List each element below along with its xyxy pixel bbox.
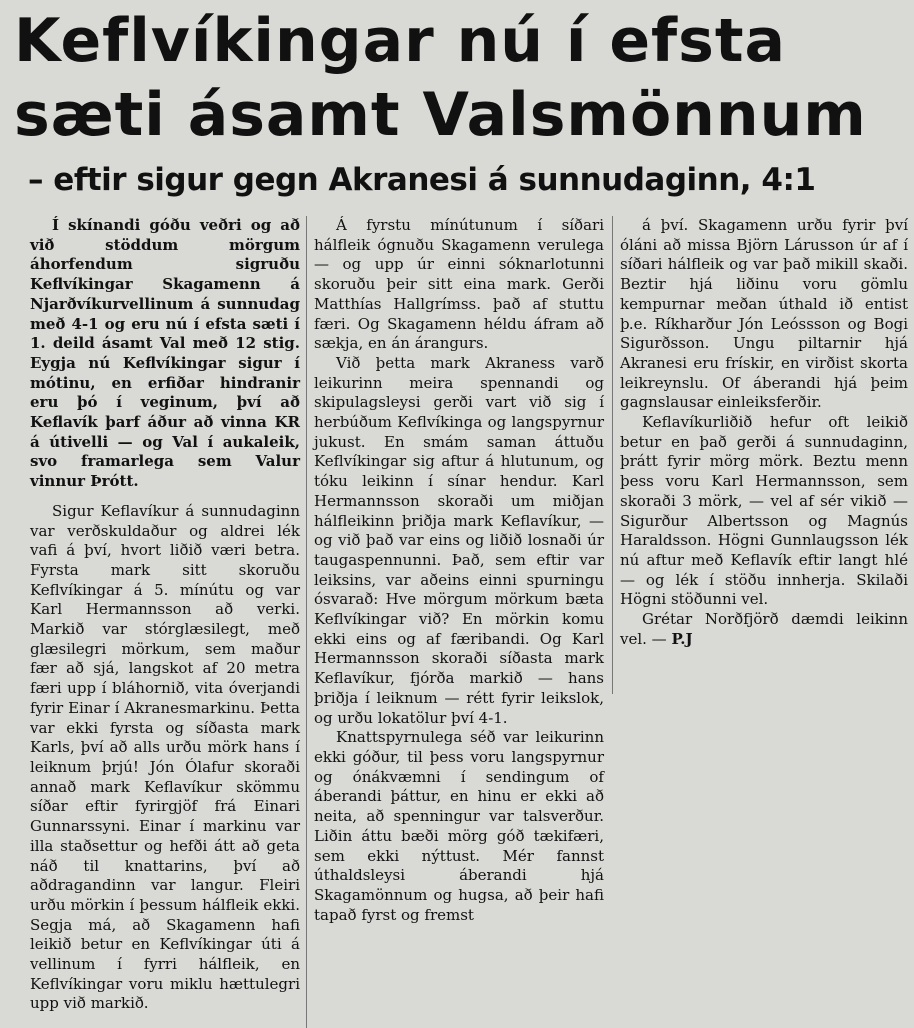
article-column-2 (314, 216, 604, 925)
author-signature: P.J (671, 629, 693, 648)
closing-text: Grétar Norðfjörð dæmdi leikinn vel. — (620, 610, 908, 648)
paragraph: Sigur Keflavíkur á sunnudaginn var verðskuldaður og aldrei lék vafi á því, hvort liðið væri betra. Fyrsta mark sitt skoruðu Keflvíkingar á 5. mínútu og var Karl Hermannsson að verki. Markið var stórglæsilegt, með glæsilegri mörkum, sem maður fær að sjá, langskot af 20 metra færi upp í bláhornið, vita óverjandi fyrir Einar í Akranesmarkinu. Þetta var ekki fyrsta og síðasta mark Karls, því að alls urðu mörk hans í leiknum þrjú! Jón Ólafur skoraði annað mark Keflavíkur skömmu síðar eftir fyrirgjöf frá Einari Gunnarssyni. Einar í markinu var illa staðsettur og hefði átt að geta náð til knattarins, því að aðdragandinn var langur. Fleiri urðu mörkin í þessum hálfleik ekki. Segja má, að Skagamenn hafi leikið betur en Keflvíkingar úti á vellinum í fyrri hálfleik, en Keflvíkingar voru miklu hættulegri upp við markið. (30, 501, 300, 1013)
closing-paragraph (620, 610, 908, 649)
subheadline: – eftir sigur gegn Akranesi á sunnudaginn, 4:1 (28, 162, 816, 198)
article-column-3 (620, 216, 908, 649)
column-divider (306, 216, 307, 1028)
article-column-1 (30, 216, 300, 1014)
paragraph: Við þetta mark Akraness varð leikurinn meira spennandi og skipulagsleysi gerði vart við sig í herbúðum Keflvíkinga og langspyrnur jukust. En smám saman áttuðu Keflvíkingar sig aftur á hlutunum, og tóku leikinn í sínar hendur. Karl Hermannsson skoraði um miðjan hálfleikinn þriðja mark Keflavíkur, — og við það var eins og liðið losnaði úr taugaspennunni. Það, sem eftir var leiksins, var aðeins einni spurningu ósvarað: Hve mörgum mörkum bæta Keflvíkingar við? En mörkin komu ekki eins og af færibandi. Og Karl Hermannsson skoraði síðasta mark Keflavíkur, fjórða markið — hans þriðja í leiknum — rétt fyrir leikslok, og urðu lokatölur því 4-1. (314, 353, 604, 727)
headline-line-2: sæti ásamt Valsmönnum (14, 80, 867, 150)
paragraph: Knattspyrnulega séð var leikurinn ekki góður, til þess voru langspyrnur og ónákvæmni í sendingum of áberandi þáttur, en hinu er ekki að neita, að spenningur var talsverður. Liðin áttu bæði mörg góð tækifæri, sem ekki nýttust. Mér fannst úthaldsleysi áberandi hjá Skagamönnum og hugsa, að þeir hafi tapað fyrst og fremst (314, 728, 604, 924)
headline (14, 4, 904, 152)
headline-line-1: Keflvíkingar nú í efsta (14, 6, 787, 76)
lead-paragraph: Í skínandi góðu veðri og að við stöddum mörgum áhorfendum sigruðu Keflvíkingar Skagamenn á Njarðvíkurvellinum á sunnudag með 4-1 og eru nú í efsta sæti í 1. deild ásamt Val með 12 stig. Eygja nú Keflvíkingar sigur í mótinu, en erfiðar hindranir eru þó í veginum, því að Keflavík þarf áður að vinna KR á útivelli — og Val í aukaleik, svo framarlega sem Valur vinnur Þrótt. (30, 216, 300, 491)
paragraph: á því. Skagamenn urðu fyrir því óláni að missa Björn Lárusson úr af í síðari hálfleik og var það mikill skaði. Beztir hjá liðinu voru gömlu kempurnar meðan úthald ið entist þ.e. Ríkharður Jón Leóssson og Bogi Sigurðsson. Ungu piltarnir hjá Akranesi eru frískir, en virðist skorta leikreynslu. Of áberandi hjá þeim gagnslausar einleiksferðir. (620, 216, 908, 412)
paragraph: Keflavíkurliðið hefur oft leikið betur en það gerði á sunnudaginn, þrátt fyrir mörg mörk. Beztu menn þess voru Karl Hermannsson, sem skoraði 3 mörk, — vel af sér vikið — Sigurður Albertsson og Magnús Haraldsson. Högni Gunnlaugsson lék nú aftur með Keflavík eftir langt hlé — og lék í stöðu innherja. Skilaði Högni stöðunni vel. (620, 413, 908, 609)
paragraph: Á fyrstu mínútunum í síðari hálfleik ógnuðu Skagamenn verulega — og upp úr einni sóknarlotunni skoruðu þeir sitt eina mark. Gerði Matthías Hallgrímss. það af stuttu færi. Og Skagamenn héldu áfram að sækja, en án árangurs. (314, 216, 604, 353)
column-divider (612, 216, 613, 694)
